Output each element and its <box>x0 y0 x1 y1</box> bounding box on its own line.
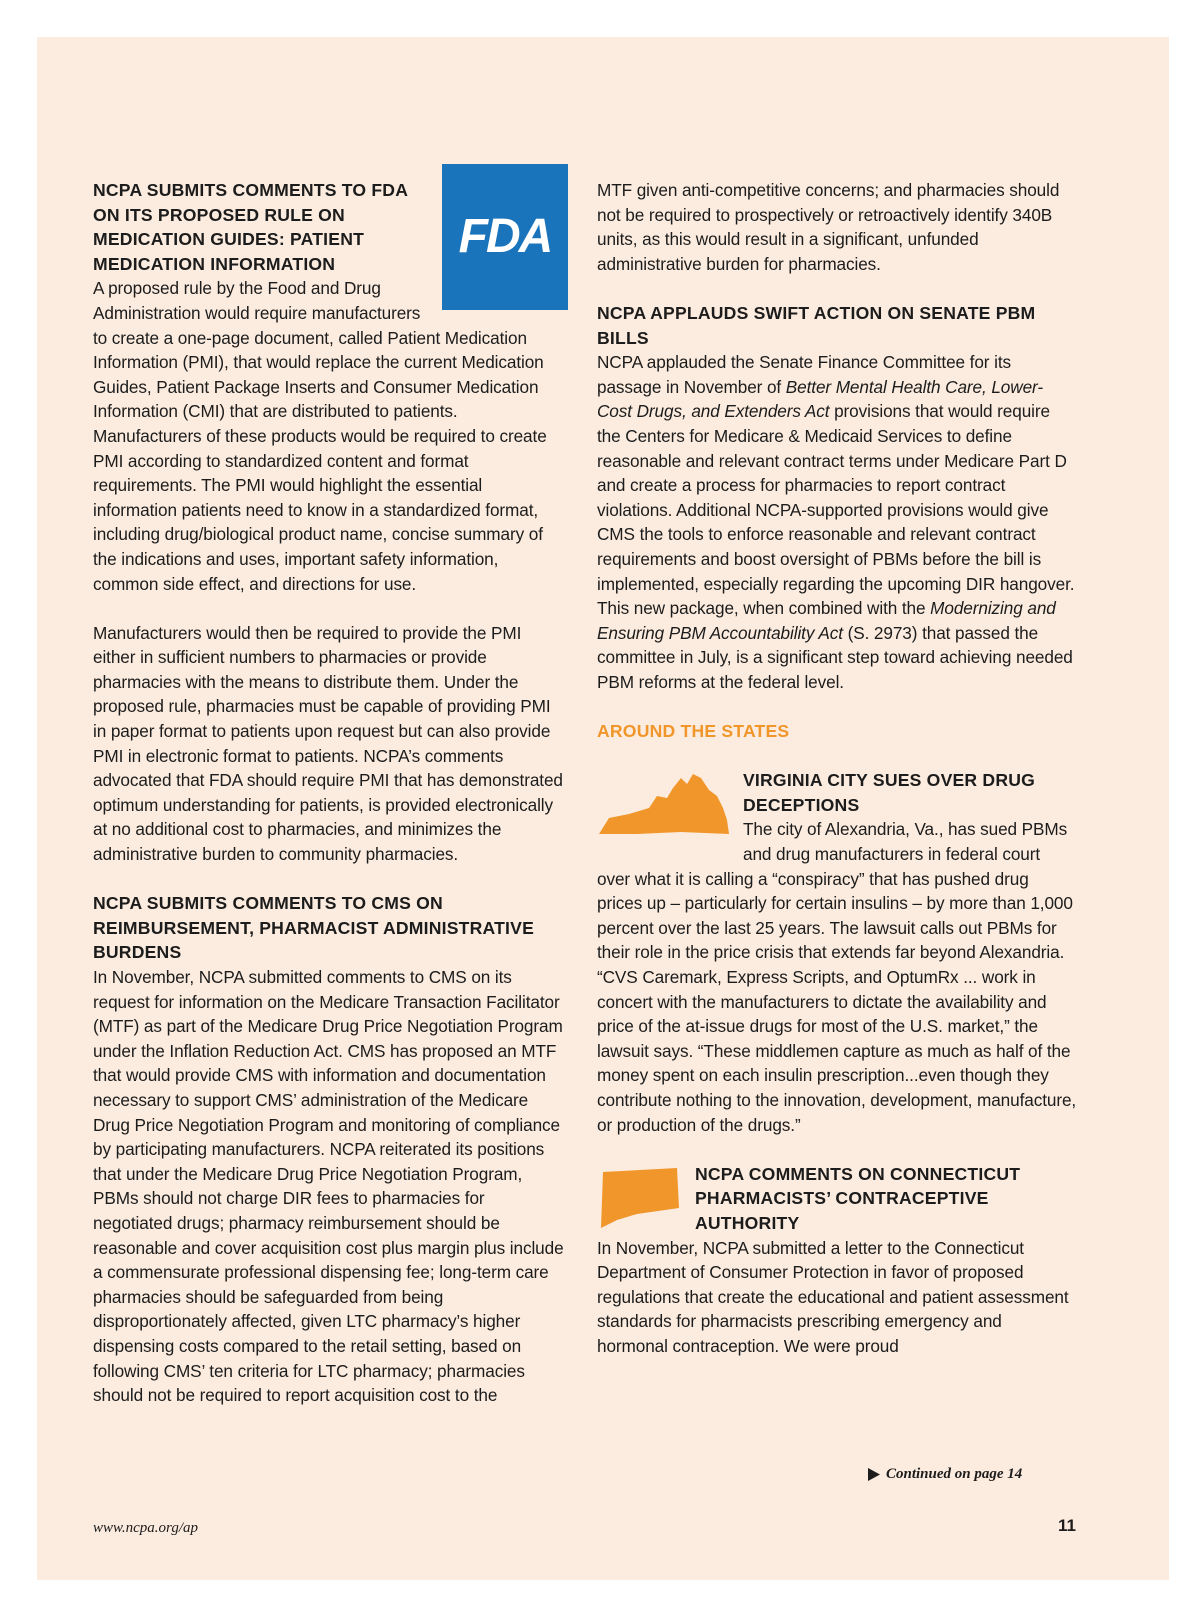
article-headline-connecticut: NCPA COMMENTS ON CONNECTICUT PHARMACISTS’ CONTRACEPTIVE AUTHORITY <box>695 1163 1021 1233</box>
section-label-around-the-states: AROUND THE STATES <box>597 721 790 742</box>
article-paragraph: Manufacturers would then be required to provide the PMI either in sufficient numbers to pharmacies or provide pharmacies with the means to distribute them. Under the proposed rule, pharmacies must be capable of providing PMI in paper format to patients upon request but can also provide PMI in electronic format to patients. NCPA’s comments advocated that FDA should require PMI that has demonstrated optimum understanding for patients, is provided electronically at no additional cost to pharmacies, and minimizes the administrative burden to community pharmacies. <box>93 622 563 865</box>
text-run: provisions that would require the Centers for Medicare & Medicaid Services to define reasonable and relevant contract terms under Medicare Part D and create a process for pharmacies to report contract violations. Additional NCPA-supported provisions would give CMS the tools to enforce reasonable and relevant contract requirements and boost oversight of PBMs before the bill is implemented, especially regarding the upcoming DIR hangover. This new package, when combined with the <box>597 401 1075 619</box>
virginia-map-shape <box>597 768 729 840</box>
virginia-state-icon <box>597 768 729 845</box>
page-number: 11 <box>1058 1516 1076 1535</box>
article-headline-fda: NCPA SUBMITS COMMENTS TO FDA ON ITS PROPOSED RULE ON MEDICATION GUIDES: PATIENT MEDICATION INFORMATION <box>93 180 408 274</box>
footer-url[interactable]: www.ncpa.org/ap <box>93 1520 199 1536</box>
continued-text: Continued on page 14 <box>886 1466 1023 1482</box>
fda-logo <box>442 164 568 310</box>
article-paragraph: A proposed rule by the Food and Drug Administration would require manufacturers to create a one-page document, called Patient Medication Information (PMI), that would replace the current Medication Guides, Patient Package Inserts and Consumer Medication Information (CMI) that are distributed to patients. Manufacturers of these products would be required to create PMI according to standardized content and format requirements. The PMI would highlight the essential information patients need to know in a standardized format, including drug/biological product name, concise summary of the indications and uses, important safety information, common side effect, and directions for use. <box>93 278 547 594</box>
fda-logo-text: FDA <box>458 210 552 263</box>
article-paragraph: In November, NCPA submitted comments to CMS on its request for information on the Medicare Transaction Facilitator (MTF) as part of the Medicare Drug Price Negotiation Program under the Inflation Reduction Act. CMS has proposed an MTF that would provide CMS with information and documentation necessary to support CMS’ administration of the Medicare Drug Price Negotiation Program and monitoring of compliance by participating manufacturers. NCPA reiterated its positions that under the Medicare Drug Price Negotiation Program, PBMs should not charge DIR fees to pharmacies for negotiated drugs; pharmacy reimbursement should be reasonable and cover acquisition cost plus margin plus include a commensurate professional dispensing fee; long-term care pharmacies should be safeguarded from being disproportionately affected, given LTC pharmacy’s higher dispensing costs compared to the retail setting, based on following CMS’ ten criteria for LTC pharmacy; pharmacies should not be required to report acquisition cost to the <box>93 967 564 1406</box>
article-headline-cms: NCPA SUBMITS COMMENTS TO CMS ON REIMBURSEMENT, PHARMACIST ADMINISTRATIVE BURDENS <box>93 893 535 963</box>
continued-link[interactable] <box>868 1466 1022 1483</box>
fda-logo-graphic <box>442 164 568 310</box>
article-paragraph: In November, NCPA submitted a letter to the Connecticut Department of Consumer Protection in favor of proposed regulations that create the educational and patient assessment standards for pharmacists prescribing emergency and hormonal contraception. We were proud <box>597 1237 1069 1356</box>
text-run: NCPA applauded the Senate Finance Committee for its passage in November of <box>597 352 1011 397</box>
connecticut-map-shape <box>597 1164 681 1230</box>
article-headline-virginia: VIRGINIA CITY SUES OVER DRUG DECEPTIONS <box>743 770 1036 815</box>
left-column <box>93 178 568 1408</box>
bill-title-italic: Better Mental Health Care, Lower-Cost Drugs, and Extenders Act <box>597 376 1043 422</box>
article-paragraph: The city of Alexandria, Va., has sued PBMs and drug manufacturers in federal court over what it is calling a “conspiracy” that has pushed drug prices up – particularly for certain insulins – by more than 1,000 percent over the last 25 years. The lawsuit calls out PBMs for their role in the price crisis that extends far beyond Alexandria. “CVS Caremark, Express Scripts, and OptumRx ... work in concert with the manufacturers to dictate the availability and price of the at-issue drugs for most of the U.S. market,” the lawsuit says. “These middlemen capture as much as half of the money spent on each insulin prescription...even though they contribute nothing to the innovation, development, manufacture, or production of the drugs.” <box>597 819 1077 1135</box>
right-column <box>597 178 1077 1359</box>
article-paragraph <box>597 350 1077 694</box>
article-paragraph-continued: MTF given anti-competitive concerns; and pharmacies should not be required to prospectively or retroactively identify 340B units, as this would result in a significant, unfunded administrative burden for pharmacies. <box>597 180 1060 274</box>
article-headline-senate: NCPA APPLAUDS SWIFT ACTION ON SENATE PBM BILLS <box>597 302 1036 348</box>
connecticut-state-icon <box>597 1164 681 1235</box>
bill-title-italic: Modernizing and Ensuring PBM Accountability Act <box>597 598 1056 643</box>
play-arrow-icon <box>868 1468 880 1481</box>
text-run: (S. 2973) that passed the committee in July, is a significant step toward achieving needed PBM reforms at the federal level. <box>597 622 1073 692</box>
